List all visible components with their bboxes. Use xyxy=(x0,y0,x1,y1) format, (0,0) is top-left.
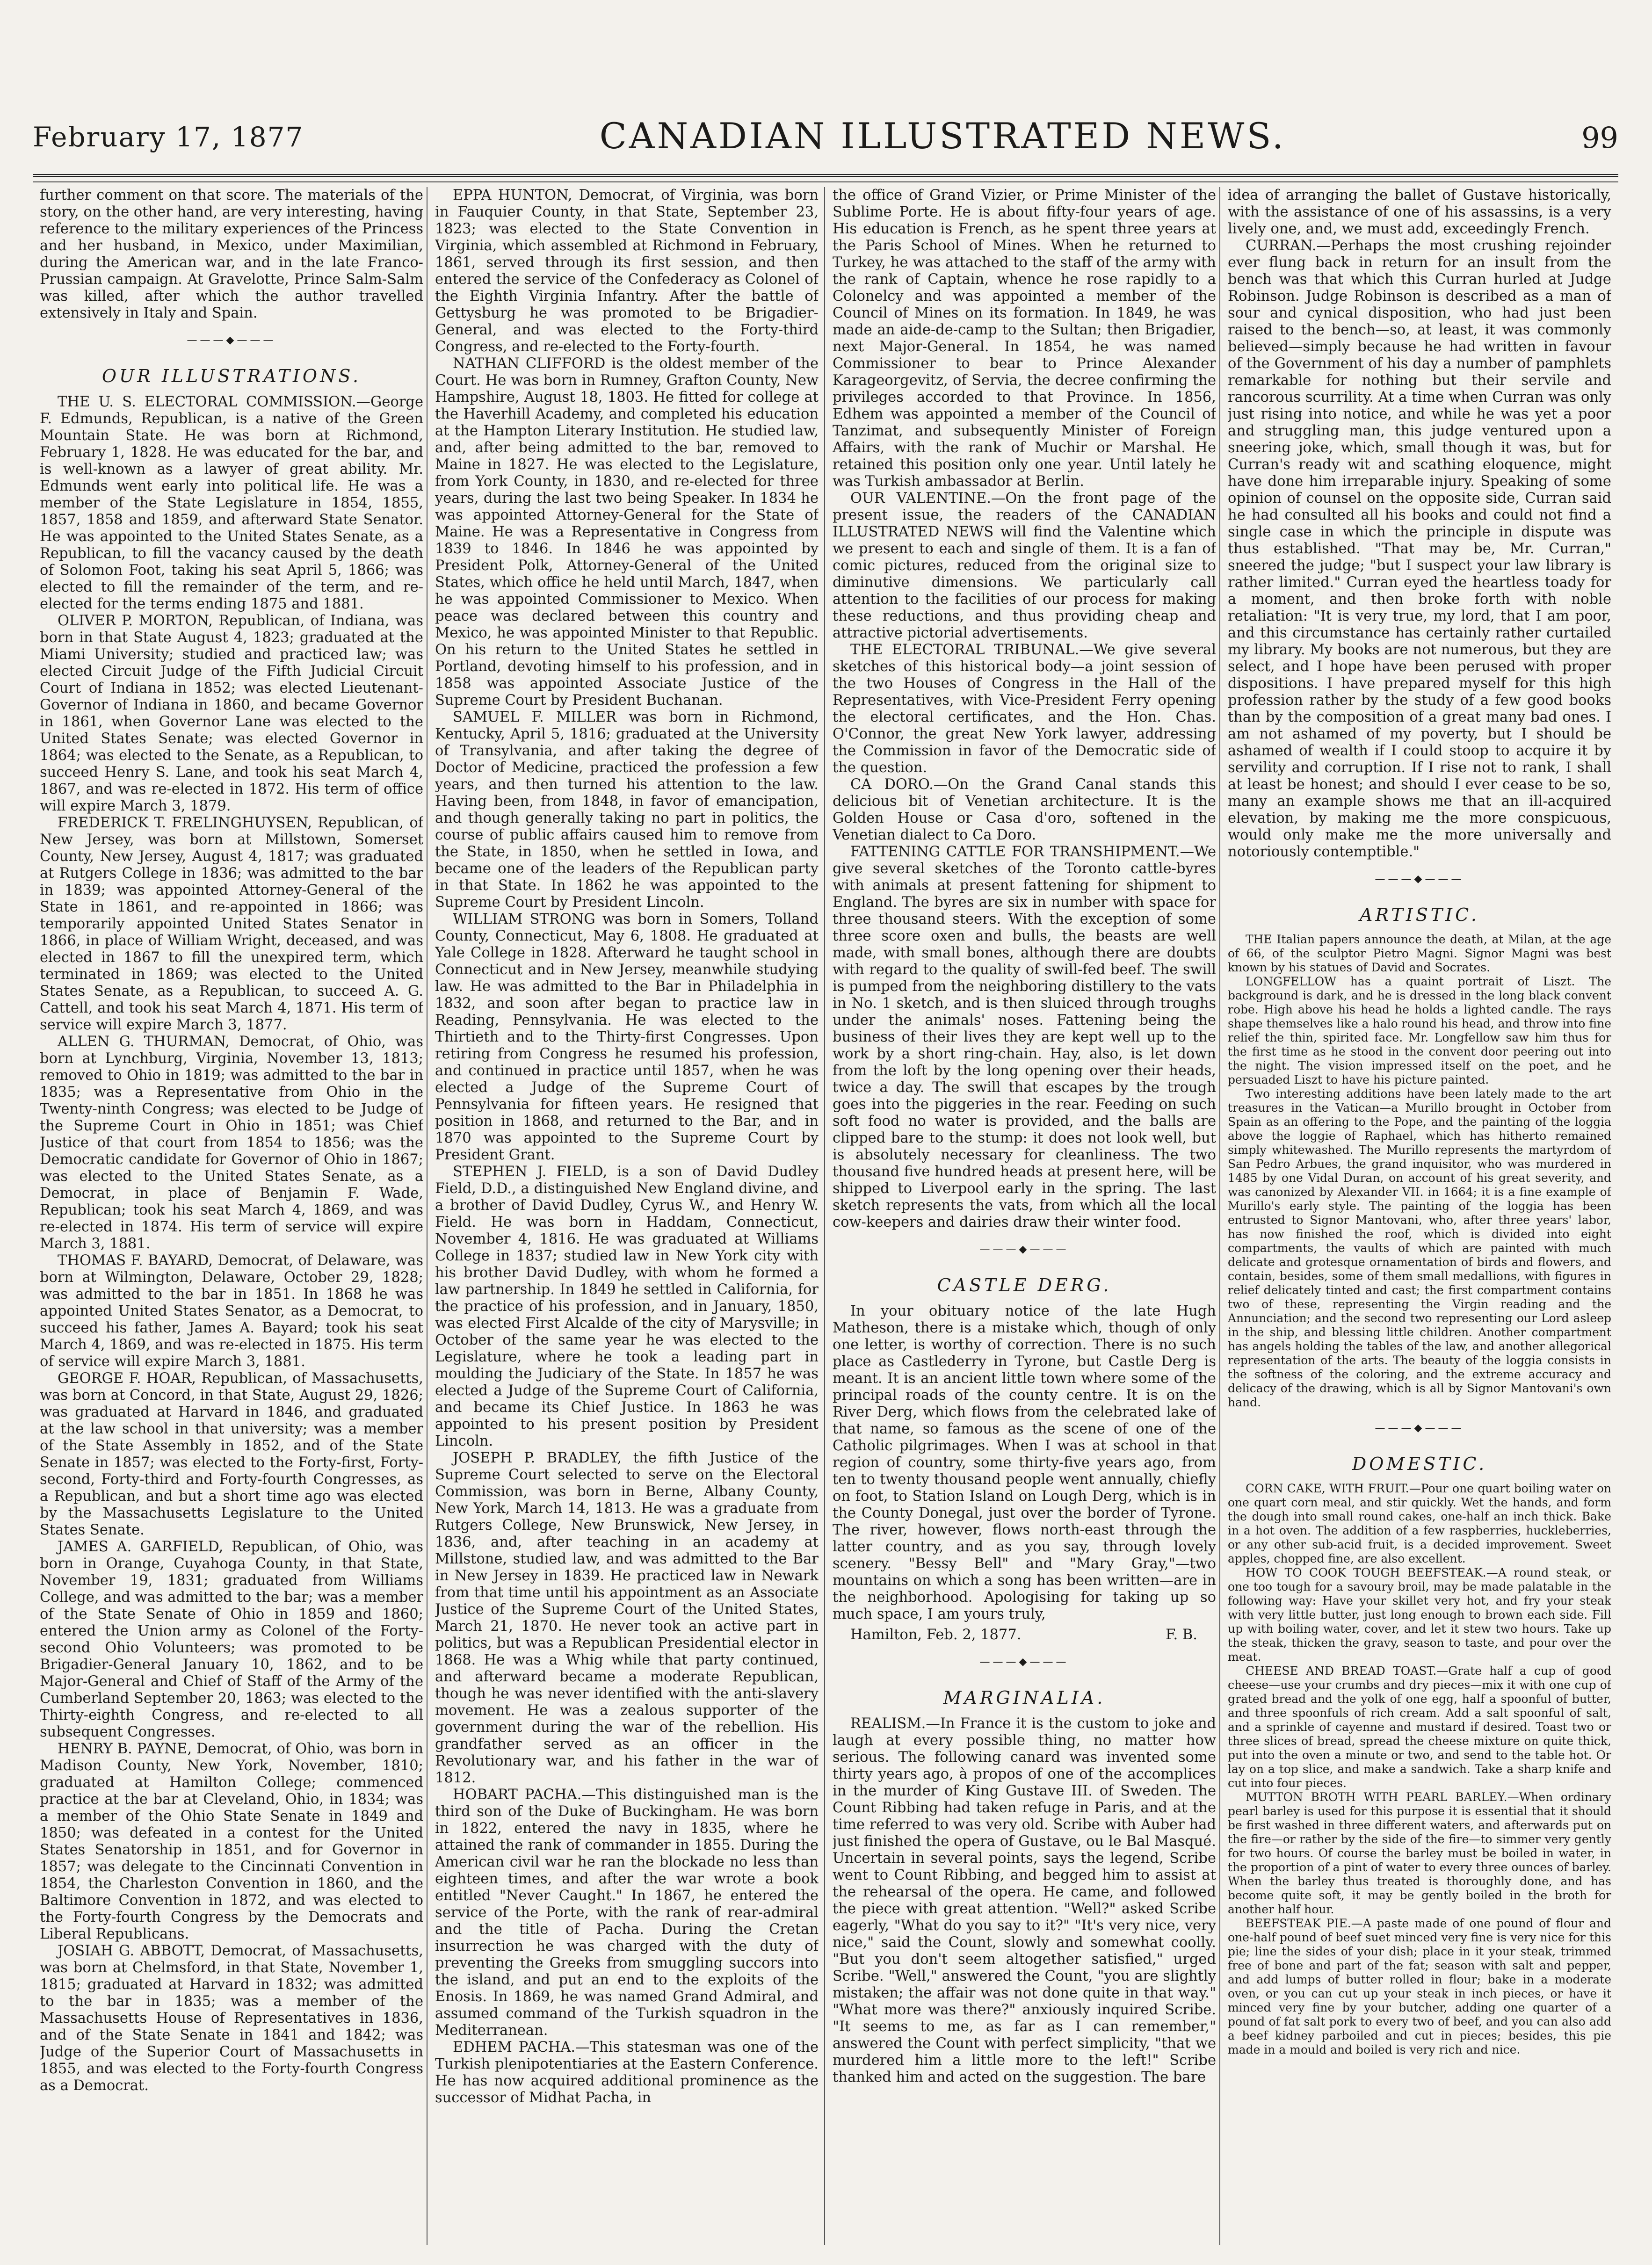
article-paragraph: CURRAN.—Perhaps the most crushing rejoinder ever flung back in return for an insult from the bench was that which this Curran hurled at Judge Robinson. Judge Robinson is described as a man of sour and cynical disposition, who had just been raised to the bench—so, at least, it was commonly believed—simply because he had written in favour of the Government of his day a number of pamphlets remarkable for nothing but their servile and rancorous scurrility. At a time when Curran was only just rising into notice, and while he was yet a poor and struggling man, this judge ventured upon a sneering joke, which, small though it was, but for Curran's ready wit and scathing eloquence, might have done him irreparable injury. Speaking of some opinion of counsel on the opposite side, Curran said he had consulted all his books and could not find a single case in which the principle in dispute was thus established. "That may be, Mr. Curran," sneered the judge; "but I suspect your law library is rather limited." Curran eyed the heartless toady for a moment, and then broke forth with noble retaliation: "It is very true, my lord, that I am poor, and this circumstance has certainly rather curtailed my library. My books are not numerous, but they are select, and I hope have been perused with proper dispositions. I have prepared myself for this high profession rather by the study of a few good books than by the composition of a great many bad ones. I am not ashamed of my poverty, but I should be ashamed of wealth if I could stoop to acquire it by servility and corruption. If I rise not to rank, I shall at least be honest; and should I ever cease to be so, many an example shows me that an ill-acquired elevation, by making me the more conspicuous, would only make me the more universally and notoriously contemptible." xyxy=(1228,238,1611,860)
column-1 xyxy=(40,187,423,2245)
recipe-paragraph: HOW TO COOK TOUGH BEEFSTEAK.—A round steak, or one too tough for a savoury broil, may be made palatable in the following way: Have your skillet very hot, and fry your steak with very little butter, just long enough to brown each side. Fill up with boiling water, cover, and let it stew two hours. Take up the steak, thicken the gravy, season to taste, and pour over the meat. xyxy=(1228,1566,1611,1664)
section-heading-marginalia: MARGINALIA. xyxy=(943,1687,1106,1708)
page-number: 99 xyxy=(1581,121,1618,155)
masthead-title: CANADIAN ILLUSTRATED NEWS. xyxy=(599,115,1286,157)
article-paragraph: SAMUEL F. MILLER was born in Richmond, Kentucky, April 5, 1816; graduated at the University of Transylvania, and after taking the degree of Doctor of Medicine, practiced the profession a few years, and then turned his attention to the law. Having been, from 1848, in favor of emancipation, and though generally taking no part in politics, the course of public affairs caused him to remove from the State, in 1850, when he settled in Iowa, and became one of the leaders of the Republican party in that State. In 1862 he was appointed to the Supreme Court by President Lincoln. xyxy=(435,709,819,911)
article-paragraph: THE Italian papers announce the death, at Milan, at the age of 66, of the sculptor Pietro Magni. Signor Magni was best known by his statues of David and Socrates. xyxy=(1228,933,1611,974)
article-paragraph: JOSEPH P. BRADLEY, the fifth Justice of the Supreme Court selected to serve on the Electoral Commission, was born in Berne, Albany County, New York, March 14, 1813. He was a graduate from Rutgers College, New Brunswick, New Jersey, in 1836, and, after teaching in an academy at Millstone, studied law, and was admitted to the Bar in New Jersey in 1839. He practiced law in Newark from that time until his appointment as an Associate Justice of the Supreme Court of the United States, March 21, 1870. He never took an active part in politics, but was a Republican Presidential elector in 1868. He was a Whig while that party continued, and afterward became a moderate Republican, though he was never identified with the anti-slavery movement. He was a zealous supporter of the government during the war of the rebellion. His grandfather served as an officer in the Revolutionary war, and his father in the war of 1812. xyxy=(435,1450,819,1786)
header-rule-thin xyxy=(33,181,1618,182)
article-paragraph: REALISM.—In France it is the custom to joke and laugh at every possible thing, no matter how serious. The following canard was invented some thirty years ago, à propos of one of the accomplices in the murder of King Gustave III. of Sweden. The Count Ribbing had taken refuge in Paris, and at the time referred to was very old. Scribe with Auber had just finished the opera of Gustave, ou le Bal Masqué. Uncertain in several points, says the legend, Scribe went to Count Ribbing, and begged him to assist at the rehearsal of the opera. He came, and followed the piece with great attention. "Well?" asked Scribe eagerly, "What do you say to it?" "It's very nice, very nice," said the Count, slowly and somewhat coolly. "But you don't seem altogether satisfied," urged Scribe. "Well," answered the Count, "you are slightly mistaken; the affair was not done quite in that way." "What more was there?" anxiously inquired Scribe. "It seems to me, as far as I can remember," answered the Count with perfect simplicity, "that we murdered him a little more to the left!" Scribe thanked him and acted on the suggestion. The bare xyxy=(833,1715,1216,2085)
recipe-paragraph: CORN CAKE, WITH FRUIT.—Pour one quart boiling water on one quart corn meal, and stir quickly. Wet the hands, and form the dough into small round cakes, one-half an inch thick. Bake in a hot oven. The addition of a few raspberries, huckleberries, or any other sub-acid fruit, is a decided improvement. Sweet apples, chopped fine, are also excellent. xyxy=(1228,1482,1611,1565)
article-paragraph: In your obituary notice of the late Hugh Matheson, there is a mistake which, though of only one letter, is worthy of correction. There is no such place as Castlederry in Tyrone, but Castle Derg is meant. It is an ancient little town where some of the principal roads of the county centre. It is on the River Derg, which flows from the celebrated lake of that name, so famous as the scene of one of the Catholic pilgrimages. When I was at school in that region of country, some thirty-five years ago, from ten to twenty thousand people went annually, chiefly on foot, to Station Island on Lough Derg, which is in the County Donegal, just over the border of Tyrone. The river, however, flows north-east through the latter country, and as you say, through lovely scenery. "Bessy Bell" and "Mary Gray,"—two mountains on which a song has been written—are in the neighborhood. Apologising for taking up so much space, I am yours truly, xyxy=(833,1303,1216,1622)
article-paragraph: FATTENING CATTLE FOR TRANSHIPMENT.—We give several sketches of the Toronto cattle-byres with animals at present fattening for shipment to England. The byres are six in number with space for three thousand steers. With the exception of some three score oxen and bulls, the beasts are well made, with small bones, although there are doubts with regard to the quality of swill-fed beef. The swill is pumped from the neighboring distillery to the vats in No. 1 sketch, and is then sluiced through troughs under the animals' noses. Fattening being the business of their lives they are kept well up to the work by a short ring-chain. Hay, also, is let down from the loft by the long opening over their heads, twice a day. The swill that escapes by the trough goes into the piggeries in the rear. Feeding on such soft food no water is provided, and the balls are clipped bare to the stump: it does not look well, but is absolutely necessary for cleanliness. The two thousand five hundred heads at present here, will be shipped to Liverpool early in the spring. The last sketch represents the vats, from which all the local cow-keepers and dairies draw their winter food. xyxy=(833,844,1216,1230)
section-ornament: ———◆——— xyxy=(979,1656,1069,1668)
column-4 xyxy=(1228,187,1611,2245)
article-paragraph: JOSIAH G. ABBOTT, Democrat, of Massachusetts, was born at Chelmsford, in that State, November 1, 1815; graduated at Harvard in 1832; was admitted to the bar in 1835; was a member of the Massachusetts House of Representatives in 1836, and of the State Senate in 1841 and 1842; was Judge of the Superior Court of Massachusetts in 1855, and was elected to the Forty-fourth Congress as a Democrat. xyxy=(40,1943,423,2094)
article-paragraph: THE ELECTORAL TRIBUNAL.—We give several sketches of this historical body—a joint session of the two Houses of Congress in the Hall of the Representatives, with Vice-President Ferry opening the electoral certificates, and the Hon. Chas. O'Connor, the great New York lawyer, addressing the Commission in favor of the Democratic side of the question. xyxy=(833,642,1216,776)
recipe-paragraph: CHEESE AND BREAD TOAST.—Grate half a cup of good cheese—use your crumbs and dry pieces—mix it with one cup of grated bread and the yolk of one egg, half a spoonful of butter, and three spoonfuls of rich cream. Add a salt spoonful of salt, and a sprinkle of cayenne and mustard if desired. Toast two or three slices of bread, spread the cheese mixture on quite thick, put into the oven a minute or two, and send to the table hot. Or lay on a top slice, and make a sandwich. Take a sharp knife and cut into four pieces. xyxy=(1228,1664,1611,1790)
column-divider xyxy=(1219,187,1220,2245)
recipe-paragraph: MUTTON BROTH WITH PEARL BARLEY.—When ordinary pearl barley is used for this purpose it is essential that it should be first washed in three different waters, and afterwards put on the fire—or rather by the side of the fire—to simmer very gently for two hours. Of course the barley must be boiled in water, in the proportion of a pint of water to every three ounces of barley. When the barley thus treated is thoroughly done, and has become quite soft, it may be gently boiled in the broth for another half hour. xyxy=(1228,1790,1611,1916)
signature-place-date: Hamilton, Feb. 2, 1877. xyxy=(850,1627,1022,1643)
header-rule xyxy=(33,174,1618,177)
article-paragraph: CA DORO.—On the Grand Canal stands this delicious bit of Venetian architecture. It is the Golden House or Casa d'oro, softened in the Venetian dialect to Ca Doro. xyxy=(833,776,1216,843)
article-paragraph: EDHEM PACHA.—This statesman was one of the Turkish plenipotentiaries at the Eastern Conference. He has now acquired additional prominence as the successor of Midhat Pacha, in xyxy=(435,2039,819,2106)
recipe-paragraph: BEEFSTEAK PIE.—A paste made of one pound of flour and one-half pound of beef suet minced very fine is very nice for this pie; line the sides of your dish; place in it your steak, trimmed free of bone and part of the fat; season with salt and pepper, and add lumps of butter rolled in flour; bake in a moderate oven, or you can cut up your steak in inch pieces, or have it minced very fine by your butcher, adding one quarter of a pound of fat salt pork to every two of beef, and you can also add a beef kidney parboiled and cut in pieces; besides, this pie made in a mould and boiled is very rich and nice. xyxy=(1228,1917,1611,2056)
article-paragraph: further comment on that score. The materials of the story, on the other hand, are very interesting, having reference to the military experiences of the Princess and her husband, in Mexico, under Maximilian, during the American war, and in the late Franco-Prussian campaign. At Gravelotte, Prince Salm-Salm was killed, after which the author travelled extensively in Italy and Spain. xyxy=(40,187,423,321)
section-heading-our-illustrations: OUR ILLUSTRATIONS. xyxy=(101,366,362,386)
issue-date: February 17, 1877 xyxy=(33,121,304,153)
article-paragraph: HENRY B. PAYNE, Democrat, of Ohio, was born in Madison County, New York, November, 1810; graduated at Hamilton College; commenced practice at the bar at Cleveland, Ohio, in 1834; was a member of the Ohio State Senate in 1849 and 1850; was defeated in a contest for the United States Senatorship in 1851, and for Governor in 1857; was delegate to the Cincinnati Convention in 1854, the Charleston Convention in 1860, and the Baltimore Convention in 1872, and was elected to the Forty-fourth Congress by the Democrats and Liberal Republicans. xyxy=(40,1741,423,1942)
article-paragraph: Two interesting additions have been lately made to the art treasures in the Vatican—a Murillo brought in October from Spain as an offering to the Pope, and the painting of the loggia above the loggie of Raphael, which has hitherto remained simply whitewashed. The Murillo represents the martyrdom of San Pedro Arbues, the grand inquisitor, who was murdered in 1485 by one Vidal Duran, on account of his great severity, and was canonized by Alexander VII. in 1664; it is a fine example of Murillo's early style. The painting of the loggia has been entrusted to Signor Mantovani, who, after three years' labor, has now finished the roof, which is divided into eight compartments, the vaults of which are painted with much delicate and grotesque ornamentation of birds and flowers, and contain, besides, some of them small medallions, with figures in relief delicately tinted and cast; the first compartment contains two of these, representing the Virgin reading and the Annunciation; and the second two representing our Lord asleep in the ship, and blessing little children. Another compartment has angels holding the tables of the law, and another allegorical representation of the arts. The beauty of the loggia consists in the softness of the coloring, and the extreme accuracy and delicacy of the drawing, which is all by Signor Mantovani's own hand. xyxy=(1228,1087,1611,1409)
section-ornament: ———◆——— xyxy=(1375,1422,1464,1434)
article-paragraph: HOBART PACHA.—This distinguished man is the third son of the Duke of Buckingham. He was born in 1822, entered the navy in 1835, where he attained the rank of commander in 1855. During the American civil war he ran the blockade no less than eighteen times, and after the war wrote a book entitled "Never Caught." In 1867, he entered the service of the Porte, with the rank of rear-admiral and the title of Pacha. During the Cretan insurrection he was charged with the duty of preventing the Greeks from smuggling succors into the island, and put an end to the exploits of the Enosis. In 1869, he was named Grand Admiral, and assumed command of the Turkish squadron in the Mediterranean. xyxy=(435,1787,819,2039)
section-ornament: ———◆——— xyxy=(187,334,276,346)
article-paragraph: OUR VALENTINE.—On the front page of the present issue, the readers of the CANADIAN ILLUSTRATED NEWS will find the Valentine which we present to each and single of them. It is a fan of comic pictures, reduced from the original size to diminutive dimensions. We particularly call attention to the facilities of our process for making these reductions, and thus providing cheap and attractive pictorial advertisements. xyxy=(833,490,1216,641)
article-paragraph: JAMES A. GARFIELD, Republican, of Ohio, was born in Orange, Cuyahoga County, in that State, November 19, 1831; graduated from Williams College, and was admitted to the bar; was a member of the State Senate of Ohio in 1859 and 1860; entered the Union army as Colonel of the Forty-second Ohio Volunteers; was promoted to be Brigadier-General January 10, 1862, and to be Major-General and Chief of Staff of the Army of the Cumberland September 20, 1863; was elected to the Thirty-eighth Congress, and re-elected to all subsequent Congresses. xyxy=(40,1539,423,1740)
section-ornament: ———◆——— xyxy=(1375,873,1464,885)
article-paragraph: the office of Grand Vizier, or Prime Minister of the Sublime Porte. He is about fifty-four years of age. His education is French, as he spent three years at the Paris School of Mines. When he returned to Turkey, he was attached to the staff of the army with the rank of Captain, whence he rose rapidly to a Colonelcy and was appointed a member of the Council of Mines on its formation. In 1849, he was made an aide-de-camp to the Sultan; then Brigadier, next Major-General. In 1854, he was named Commissioner to bear to Prince Alexander Karageorgevitz, of Servia, the decree confirming the privileges accorded to that Province. In 1856, Edhem was appointed a member of the Council of Tanzimat, and subsequently Minister of Foreign Affairs, with the rank of Muchir or Marshal. He retained this position only one year. Until lately he was Turkish ambassador at Berlin. xyxy=(833,187,1216,490)
article-paragraph: OLIVER P. MORTON, Republican, of Indiana, was born in that State August 4, 1823; graduated at the Miami University; studied and practiced law; was elected Circuit Judge of the Fifth Judicial Circuit Court of Indiana in 1852; was elected Lieutenant-Governor of Indiana in 1860, and became Governor in 1861, when Governor Lane was elected to the United States Senate; was elected Governor in 1864; was elected to the Senate, as a Republican, to succeed Henry S. Lane, and took his seat March 4, 1867, and was re-elected in 1872. His term of office will expire March 3, 1879. xyxy=(40,613,423,814)
letter-signature xyxy=(833,1627,1216,1643)
column-2 xyxy=(435,187,819,2245)
article-paragraph: STEPHEN J. FIELD, is a son of David Dudley Field, D.D., a distinguished New England divine, and a brother of David Dudley, Cyrus W., and Henry W. Field. He was born in Haddam, Connecticut, November 4, 1816. He was graduated at Williams College in 1837; studied law in New York city with his brother David Dudley, with whom he formed a law partnership. In 1849 he settled in California, for the practice of his profession, and in January, 1850, was elected First Alcalde of the city of Marysville; in October of the same year he was elected to the Legislature, where he took a leading part in moulding the Judiciary of the State. In 1857 he was elected a Judge of the Supreme Court of California, and became its Chief Justice. In 1863 he was appointed to his present position by President Lincoln. xyxy=(435,1164,819,1449)
section-heading-domestic: DOMESTIC. xyxy=(1352,1454,1487,1474)
article-paragraph: LONGFELLOW has a quaint portrait of Liszt. The background is dark, and he is dressed in the long black convent robe. High above his head he holds a lighted candle. The rays shape themselves like a halo round his head, and throw into fine relief the thin, spirited face. Mr. Longfellow saw him thus for the first time as he stood in the convent door peering out into the night. The vision impressed itself on the poet, and he persuaded Liszt to have his picture painted. xyxy=(1228,975,1611,1086)
article-paragraph: GEORGE F. HOAR, Republican, of Massachusetts, was born at Concord, in that State, August 29, 1826; was graduated at Harvard in 1846, and graduated at the law school in that university; was a member of the State Assembly in 1852, and of the State Senate in 1857; was elected to the Forty-first, Forty-second, Forty-third and Forty-fourth Congresses, as a Republican, and but a short time ago was elected by the Massachusetts Legislature to the United States Senate. xyxy=(40,1370,423,1538)
column-divider xyxy=(824,187,825,2245)
article-paragraph: idea of arranging the ballet of Gustave historically, with the assistance of one of his assassins, is a very lively one, and, we must add, exceedingly French. xyxy=(1228,187,1611,237)
signature-initials: F. B. xyxy=(1166,1627,1197,1643)
article-paragraph: WILLIAM STRONG was born in Somers, Tolland County, Connecticut, May 6, 1808. He graduated at Yale College in 1828. Afterward he taught school in Connecticut and in New Jersey, meanwhile studying law. He was admitted to the Bar in Philadelphia in 1832, and soon after began to practice law in Reading, Pennsylvania. He was elected to the Thirtieth and to the Thirty-first Congresses. Upon retiring from Congress he resumed his profession, and continued in practice until 1857, when he was elected a Judge of the Supreme Court of Pennsylvania for fifteen years. He resigned that position in 1868, and returned to the Bar, and in 1870 was appointed to the Supreme Court by President Grant. xyxy=(435,911,819,1163)
article-paragraph: THOMAS F. BAYARD, Democrat, of Delaware, was born at Wilmington, Delaware, October 29, 1828; was admitted to the bar in 1851. In 1868 he was appointed United States Senator, as a Democrat, to succeed his father, James A. Bayard; took his seat March 4, 1869, and was re-elected in 1875. His term of service will expire March 3, 1881. xyxy=(40,1252,423,1370)
article-paragraph: EPPA HUNTON, Democrat, of Virginia, was born in Fauquier County, in that State, September 23, 1823; was elected to the State Convention in Virginia, which assembled at Richmond in February, 1861, served through its first session, and then entered the service of the Confederacy as Colonel of the Eighth Virginia Infantry. After the battle of Gettysburg he was promoted to be Brigadier-General, and was elected to the Forty-third Congress, and re-elected to the Forty-fourth. xyxy=(435,187,819,355)
article-paragraph: FREDERICK T. FRELINGHUYSEN, Republican, of New Jersey, was born at Millstown, Somerset County, New Jersey, August 4, 1817; was graduated at Rutgers College in 1836; was admitted to the bar in 1839; was appointed Attorney-General of the State in 1861, and re-appointed in 1866; was temporarily appointed United States Senator in 1866, in place of William Wright, deceased, and was elected in 1867 to fill the unexpired term, which terminated in 1869; was elected to the United States Senate, as a Republican, to succeed A. G. Cattell, and took his seat March 4, 1871. His term of service will expire March 3, 1877. xyxy=(40,815,423,1033)
article-paragraph: NATHAN CLIFFORD is the oldest member of the Court. He was born in Rumney, Grafton County, New Hampshire, August 18, 1803. He fitted for college at the Haverhill Academy, and completed his education at the Hampton Literary Institution. He studied law, and, after being admitted to the bar, removed to Maine in 1827. He was elected to the Legislature, from York County, in 1830, and re-elected for three years, during the last two being Speaker. In 1834 he was appointed Attorney-General for the State of Maine. He was a Representative in Congress from 1839 to 1846. In 1846 he was appointed by President Polk, Attorney-General of the United States, which office he held until March, 1847, when he was appointed Commissioner to Mexico. When peace was declared between this country and Mexico, he was appointed Minister to that Republic. On his return to the United States he settled in Portland, devoting himself to his profession, and in 1858 was appointed Associate Justice of the Supreme Court by President Buchanan. xyxy=(435,355,819,709)
section-heading-artistic: ARTISTIC. xyxy=(1360,905,1479,925)
section-heading-castle-derg: CASTLE DERG. xyxy=(937,1275,1112,1295)
page-header xyxy=(33,105,1618,166)
article-paragraph: ALLEN G. THURMAN, Democrat, of Ohio, was born at Lynchburg, Virginia, November 13, 1813; removed to Ohio in 1819; was admitted to the bar in 1835; was a Representative from Ohio in the Twenty-ninth Congress; was elected to be Judge of the Supreme Court in Ohio in 1851; was Chief Justice of that court from 1854 to 1856; was the Democratic candidate for Governor of Ohio in 1867; was elected to the United States Senate, as a Democrat, in place of Benjamin F. Wade, Republican; took his seat March 4, 1869, and was re-elected in 1874. His term of service will expire March 3, 1881. xyxy=(40,1034,423,1252)
article-paragraph: THE U. S. ELECTORAL COMMISSION.—George F. Edmunds, Republican, is a native of the Green Mountain State. He was born at Richmond, February 1, 1828. He was educated for the bar, and is well-known as a lawyer of great ability. Mr. Edmunds went early into political life. He was a member of the State Legislature in 1854, 1855, 1857, 1858 and 1859, and afterward State Senator. He was appointed to the United States Senate, as a Republican, to fill the vacancy caused by the death of Solomon Foot, taking his seat April 5, 1866; was elected to fill the remainder of the term, and re-elected for the terms ending 1875 and 1881. xyxy=(40,394,423,612)
column-3 xyxy=(833,187,1216,2245)
section-ornament: ———◆——— xyxy=(979,1244,1069,1255)
